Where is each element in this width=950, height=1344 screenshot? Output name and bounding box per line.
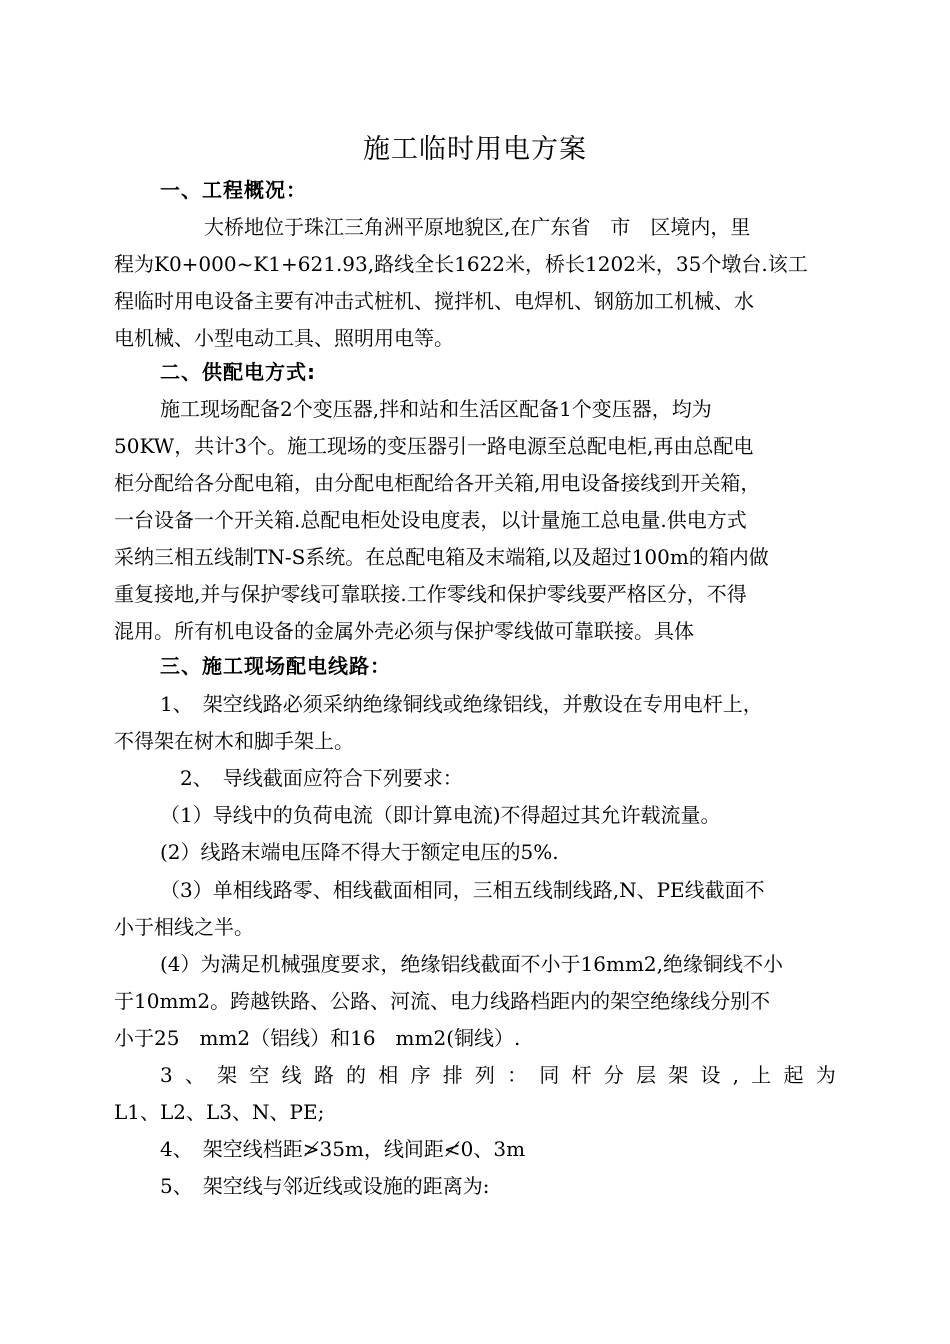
character: 排 bbox=[442, 1063, 463, 1087]
paragraph-line: 重复接地,并与保护零线可靠联接.工作零线和保护零线要严格区分，不得 bbox=[114, 582, 747, 606]
paragraph-line: 柜分配给各分配电箱，由分配电柜配给各开关箱,用电设备接线到开关箱， bbox=[114, 471, 761, 495]
character: 线 bbox=[281, 1063, 302, 1087]
paragraph-line: 50KW，共计3个。施工现场的变压器引一路电源至总配电柜,再由总配电 bbox=[114, 434, 754, 458]
paragraph-line: (4）为满足机械强度要求，绝缘铝线截面不小于16mm2,绝缘铜线不小 bbox=[160, 952, 783, 976]
paragraph-line: 2、 导线截面应符合下列要求： bbox=[180, 766, 463, 790]
paragraph-line: 采纳三相五线制TN-S系统。在总配电箱及末端箱,以及超过100m的箱内做 bbox=[114, 545, 769, 569]
character: 架 bbox=[668, 1063, 689, 1087]
character: 设 bbox=[700, 1063, 721, 1087]
character: 、 bbox=[184, 1063, 205, 1087]
character: 路 bbox=[313, 1063, 334, 1087]
paragraph-line: 程临时用电设备主要有冲击式桩机、搅拌机、电焊机、钢筋加工机械、水 bbox=[114, 289, 754, 313]
paragraph-line: 电机械、小型电动工具、照明用电等。 bbox=[114, 326, 454, 350]
paragraph-line: （3）单相线路零、相线截面相同，三相五线制线路,N、PE线截面不 bbox=[160, 878, 765, 902]
character: 上 bbox=[751, 1063, 772, 1087]
document-title: 施工临时用电方案 bbox=[363, 134, 587, 165]
character: 起 bbox=[783, 1063, 804, 1087]
section-heading-power-supply: 二、供配电方式: bbox=[160, 360, 316, 384]
character: 序 bbox=[410, 1063, 431, 1087]
paragraph-line: 4、 架空线档距≯35m，线间距≮0、3m bbox=[160, 1137, 526, 1161]
character: 杆 bbox=[571, 1063, 592, 1087]
paragraph-line: 小于25 mm2（铝线）和16 mm2(铜线）. bbox=[114, 1026, 521, 1050]
paragraph-line: 一台设备一个开关箱.总配电柜处设电度表，以计量施工总电量.供电方式 bbox=[114, 508, 747, 532]
section-heading-overview: 一、工程概况： bbox=[160, 178, 307, 202]
paragraph-line: 大桥地位于珠江三角洲平原地貌区,在广东省 市 区境内，里 bbox=[204, 215, 751, 239]
character: 分 bbox=[603, 1063, 624, 1087]
character: , bbox=[732, 1063, 740, 1087]
paragraph-line: （1）导线中的负荷电流（即计算电流)不得超过其允许载流量。 bbox=[160, 803, 721, 827]
paragraph-line: 施工现场配备2个变压器,拌和站和生活区配备1个变压器，均为 bbox=[160, 397, 712, 421]
character: 相 bbox=[378, 1063, 399, 1087]
section-heading-distribution-lines: 三、施工现场配电线路： bbox=[160, 654, 391, 678]
character: 的 bbox=[346, 1063, 367, 1087]
character: 同 bbox=[539, 1063, 560, 1087]
character: 空 bbox=[249, 1063, 270, 1087]
paragraph-line: 5、 架空线与邻近线或设施的距离为: bbox=[160, 1174, 490, 1198]
paragraph-line: 1、 架空线路必须采纳绝缘铜线或绝缘铝线，并敷设在专用电杆上， bbox=[160, 692, 763, 716]
character: ： bbox=[507, 1063, 528, 1087]
paragraph-line: 混用。所有机电设备的金属外壳必须与保护零线做可靠联接。具体 bbox=[114, 619, 694, 643]
paragraph-line: L1、L2、L3、N、PE; bbox=[114, 1100, 325, 1124]
character: 3 bbox=[160, 1063, 173, 1087]
paragraph-line: 程为K0+000~K1+621.93,路线全长1622米，桥长1202米，35个墩台.该工 bbox=[114, 252, 808, 276]
character: 层 bbox=[636, 1063, 657, 1087]
paragraph-line: 小于相线之半。 bbox=[114, 915, 254, 939]
paragraph-line: (2）线路末端电压降不得大于额定电压的5%. bbox=[160, 840, 559, 864]
paragraph-line: 于10mm2。跨越铁路、公路、河流、电力线路档距内的架空绝缘线分别不 bbox=[114, 989, 771, 1013]
paragraph-line-justified bbox=[160, 1057, 836, 1093]
character: 列 bbox=[474, 1063, 495, 1087]
character: 为 bbox=[815, 1063, 836, 1087]
paragraph-line: 不得架在树木和脚手架上。 bbox=[114, 729, 354, 753]
character: 架 bbox=[217, 1063, 238, 1087]
